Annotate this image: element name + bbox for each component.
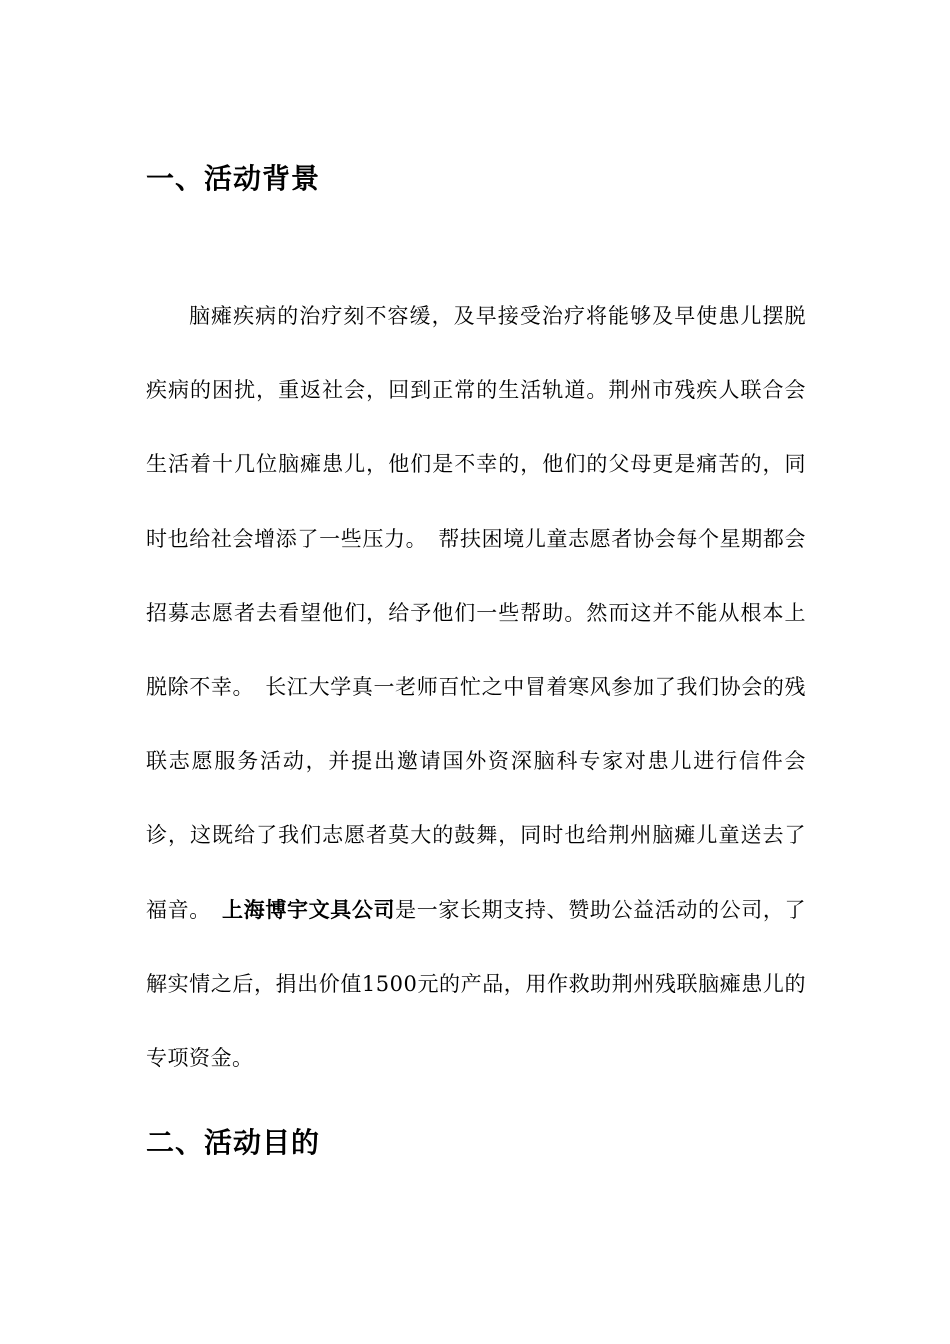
paragraph-text-part2: 是一家长期支持、赞助公益活动的公司，了解实情之后，捐出价值1500元的产品，用作救助荆州残联脑瘫患儿的专项资金。 <box>146 897 807 1071</box>
company-name: 上海博宇文具公司 <box>222 897 396 922</box>
background-paragraph <box>146 279 806 1095</box>
paragraph-text-part1: 脑瘫疾病的治疗刻不容缓，及早接受治疗将能够及早使患儿摆脱疾病的困扰，重返社会，回到正常的生活轨道。荆州市残疾人联合会生活着十几位脑瘫患儿，他们是不幸的，他们的父母更是痛苦的，同时也给社会增添了一些压力。 帮扶困境儿童志愿者协会每个星期都会招募志愿者去看望他们，给予他们一些帮助。然而这并不能从根本上脱除不幸。 长江大学真一老师百忙之中冒着寒风参加了我们协会的残联志愿服务活动，并提出邀请国外资深脑科专家对患儿进行信件会诊，这既给了我们志愿者莫大的鼓舞，同时也给荆州脑瘫儿童送去了福音。 <box>146 304 806 922</box>
section-heading-purpose: 二、活动目的 <box>146 1126 321 1159</box>
section-heading-background: 一、活动背景 <box>146 162 321 195</box>
